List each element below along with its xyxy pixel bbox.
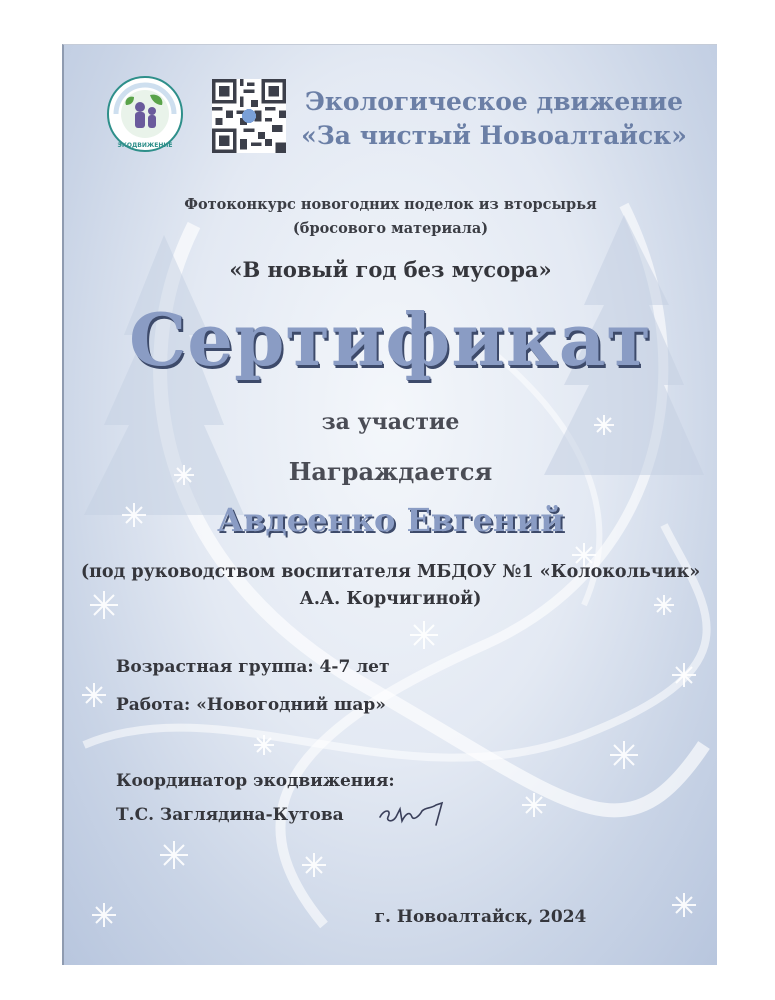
qr-code [212, 79, 286, 153]
eco-movement-logo [106, 75, 184, 153]
awarded-label: Награждается [288, 457, 493, 486]
work-title: Работа: «Новогодний шар» [116, 695, 386, 715]
signature [376, 795, 456, 831]
certificate-title: Сертификат [128, 297, 653, 382]
svg-text:ЭКОДВИЖЕНИЕ: ЭКОДВИЖЕНИЕ [117, 142, 173, 149]
supervisor-line2: А.А. Корчигиной) [299, 589, 482, 609]
age-group: Возрастная группа: 4-7 лет [116, 657, 390, 677]
supervisor-line1: (под руководством воспитателя МБДОУ №1 «Колокольчик» [80, 562, 701, 582]
recipient-name: Авдеенко Евгений [217, 501, 564, 539]
coordinator-label: Координатор экодвижения: [116, 771, 395, 791]
supervisor-block [64, 559, 717, 613]
certificate-sheet [62, 44, 717, 965]
contest-name: «В новый год без мусора» [229, 257, 552, 282]
organization-line2: «За чистый Новоалтайск» [301, 121, 687, 150]
contest-description: Фотоконкурс новогодних поделок из вторсырья (бросового материала) [184, 196, 597, 237]
coordinator-name: Т.С. Заглядина-Кутова [116, 805, 344, 825]
certificate-subtitle: за участие [321, 409, 460, 435]
organization-line1: Экологическое движение [304, 87, 683, 116]
city-year: г. Новоалтайск, 2024 [374, 907, 587, 927]
